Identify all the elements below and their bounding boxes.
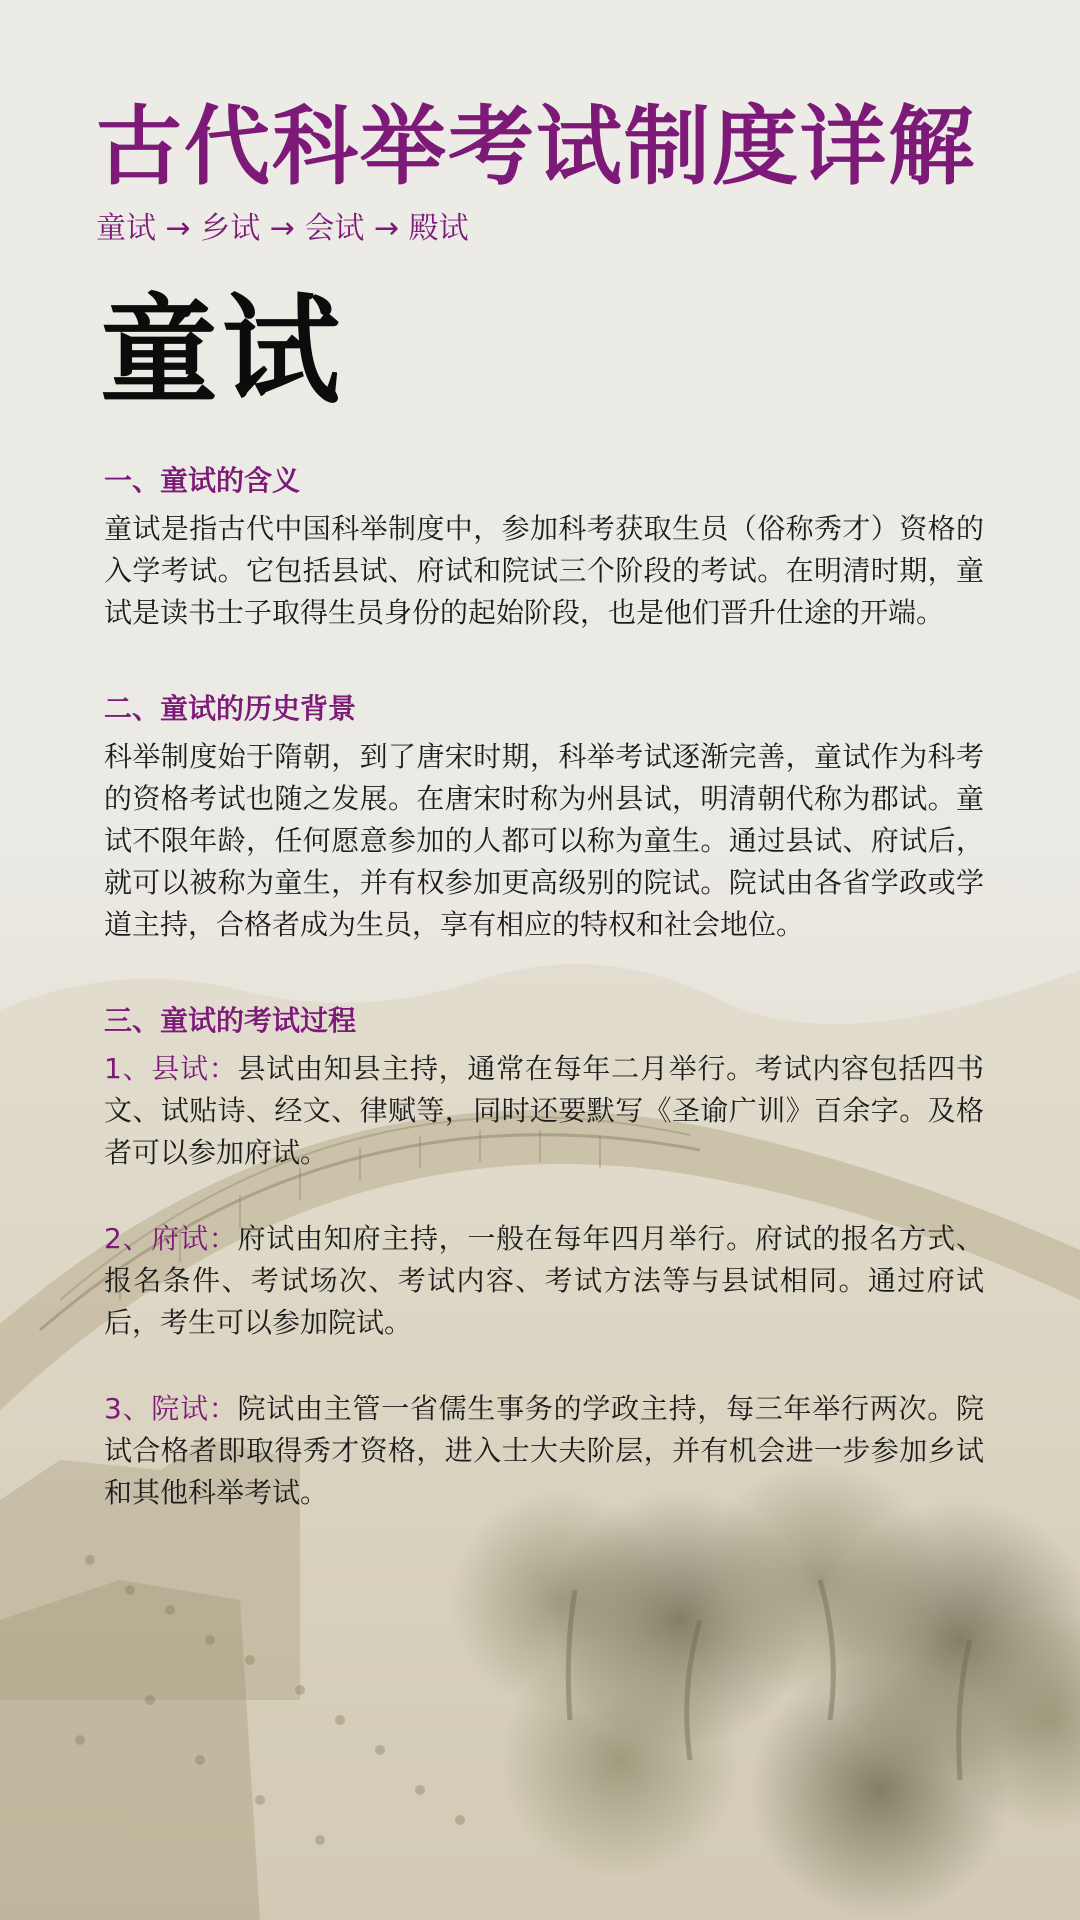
section-meaning [104,460,984,634]
section-heading: 三、童试的考试过程 [104,1004,357,1037]
stage-title: 童试 [100,282,345,420]
section-process [104,1000,984,1514]
item-text: 县试由知县主持，通常在每年二月举行。考试内容包括四书文、试贴诗、经文、律赋等，同时还要默写《圣谕广训》百余字。及格者可以参加府试。 [104,1052,984,1169]
list-item [104,1388,984,1514]
list-item [104,1218,984,1344]
item-label: 2、府试： [104,1222,238,1255]
section-heading: 二、童试的历史背景 [104,692,357,725]
list-item [104,1048,984,1174]
section-paragraph: 童试是指古代中国科举制度中，参加科考获取生员（俗称秀才）资格的入学考试。它包括县试、府试和院试三个阶段的考试。在明清时期，童试是读书士子取得生员身份的起始阶段，也是他们晋升仕途的开端。 [104,512,984,629]
item-text: 府试由知府主持，一般在每年四月举行。府试的报名方式、报名条件、考试场次、考试内容、考试方法等与县试相同。通过府试后，考生可以参加院试。 [104,1222,984,1339]
section-heading: 一、童试的含义 [104,464,301,497]
article-body [104,460,984,1514]
item-label: 1、县试： [104,1052,238,1085]
section-history [104,688,984,946]
item-label: 3、院试： [104,1392,238,1425]
item-text: 院试由主管一省儒生事务的学政主持，每三年举行两次。院试合格者即取得秀才资格，进入士大夫阶层，并有机会进一步参加乡试和其他科举考试。 [104,1392,984,1509]
page-title: 古代科举考试制度详解 [96,97,976,197]
exam-sequence-subtitle: 童试 → 乡试 → 会试 → 殿试 [96,211,469,246]
section-paragraph: 科举制度始于隋朝，到了唐宋时期，科举考试逐渐完善，童试作为科考的资格考试也随之发展。在唐宋时称为州县试，明清朝代称为郡试。童试不限年龄，任何愿意参加的人都可以称为童生。通过县试、府试后，就可以被称为童生，并有权参加更高级别的院试。院试由各省学政或学道主持，合格者成为生员，享有相应的特权和社会地位。 [104,740,984,941]
